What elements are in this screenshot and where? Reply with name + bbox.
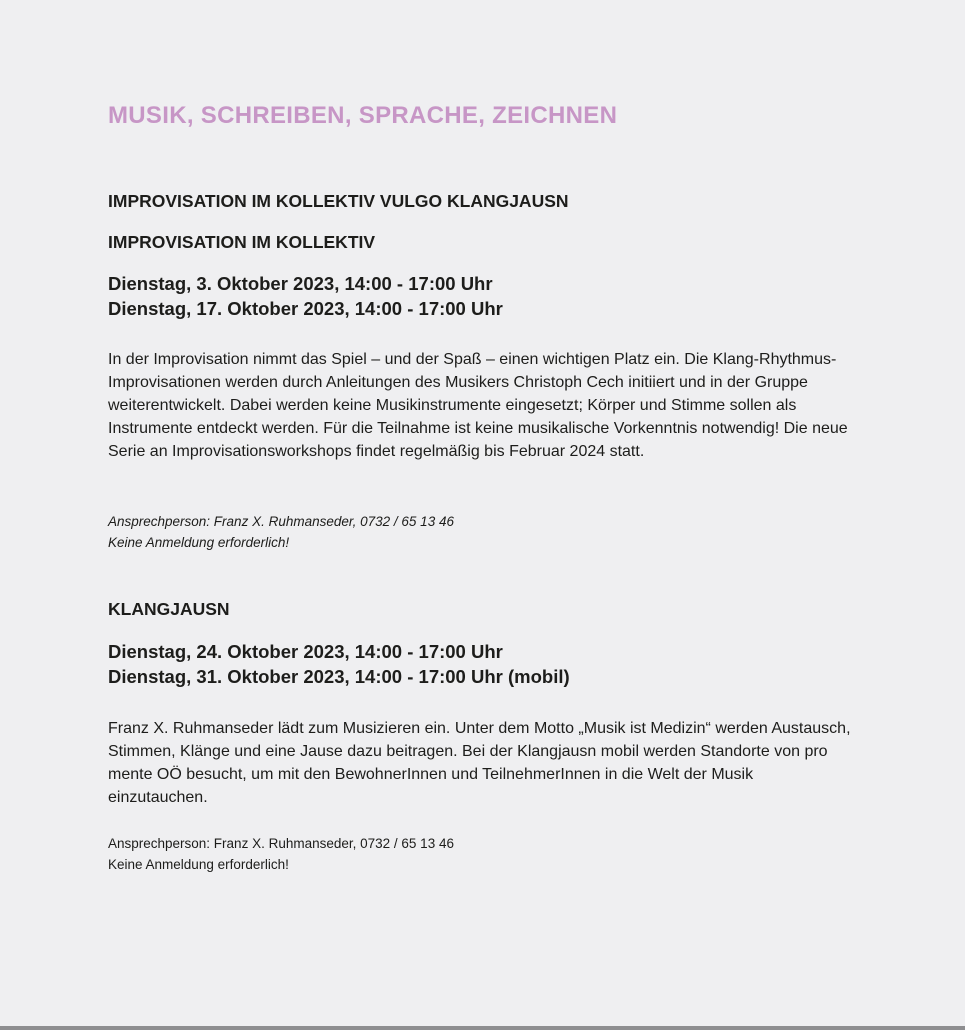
event2-description: Franz X. Ruhmanseder lädt zum Musizieren ein. Unter dem Motto „Musik ist Medizin“ werden Austausch, Stimmen, Klänge und eine Jause dazu beitragen. Bei der Klangjausn mobil werden Standorte von pro mente OÖ besucht, um mit den BewohnerInnen und TeilnehmerInnen in die Welt der Musik einzutauchen. [108, 720, 851, 806]
event1-subtitle: IMPROVISATION IM KOLLEKTIV [108, 232, 376, 252]
event2-title: KLANGJAUSN [108, 599, 230, 619]
event1-description: In der Improvisation nimmt das Spiel – und der Spaß – einen wichtigen Platz ein. Die Klang-Rhythmus-Improvisationen werden durch Anleitungen des Musikers Christoph Cech initiiert und in der Gruppe weiterentwickelt. Dabei werden keine Musikinstrumente eingesetzt; Körper und Stimme sollen als Instrumente entdeckt werden. Für die Teilnahme ist keine musikalische Vorkenntnis notwendig! Die neue Serie an Improvisationsworkshops findet regelmäßig bis Februar 2024 statt. [108, 351, 848, 460]
event2-contact-block [108, 833, 454, 875]
event2-date-2: Dienstag, 31. Oktober 2023, 14:00 - 17:00 Uhr (mobil) [108, 666, 570, 687]
event1-registration: Keine Anmeldung erforderlich! [108, 535, 290, 550]
section-title: MUSIK, SCHREIBEN, SPRACHE, ZEICHNEN [108, 102, 618, 129]
event2-contact: Ansprechperson: Franz X. Ruhmanseder, 0732 / 65 13 46 [108, 836, 454, 851]
event1-contact-block [108, 511, 454, 553]
event1-date-1: Dienstag, 3. Oktober 2023, 14:00 - 17:00 Uhr [108, 273, 493, 294]
event2-dates [108, 639, 570, 689]
event1-title: IMPROVISATION IM KOLLEKTIV VULGO KLANGJAUSN [108, 191, 569, 211]
event1-date-2: Dienstag, 17. Oktober 2023, 14:00 - 17:00 Uhr [108, 298, 503, 319]
event1-contact: Ansprechperson: Franz X. Ruhmanseder, 0732 / 65 13 46 [108, 514, 454, 529]
bottom-divider [0, 1026, 965, 1030]
event2-date-1: Dienstag, 24. Oktober 2023, 14:00 - 17:00 Uhr [108, 641, 503, 662]
event1-dates [108, 271, 503, 321]
event2-registration: Keine Anmeldung erforderlich! [108, 857, 289, 872]
